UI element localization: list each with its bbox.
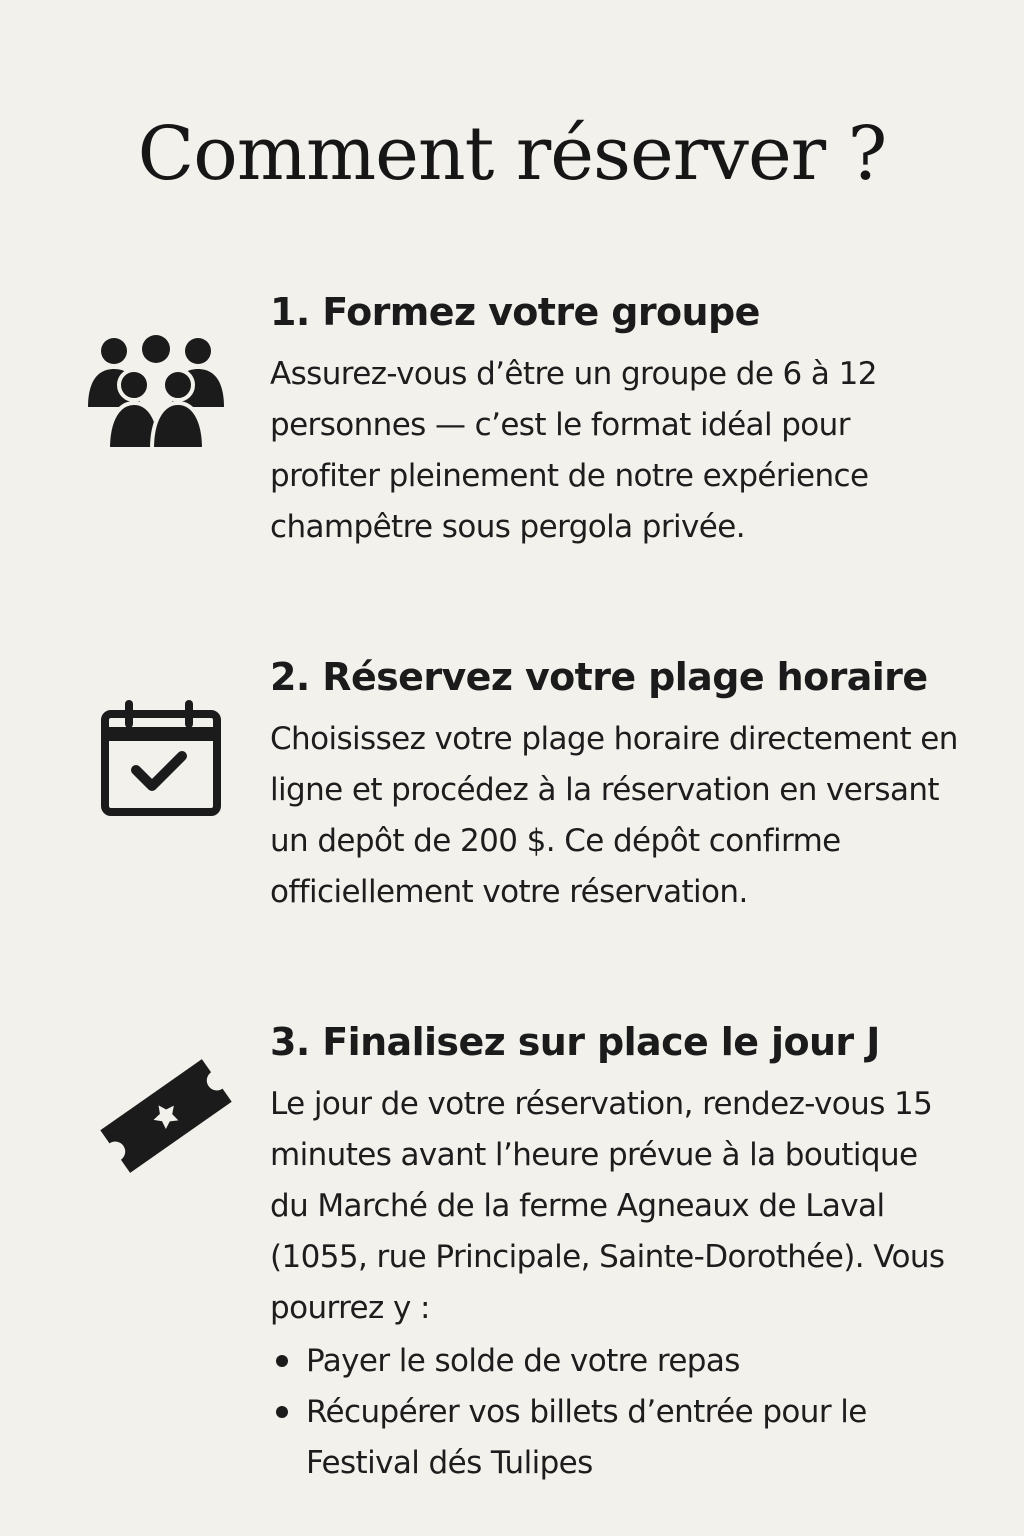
step-body: [270, 652, 970, 918]
step-body: [270, 1017, 970, 1489]
bullet-text: Payer le solde de votre repas: [306, 1343, 740, 1379]
step-body: [270, 287, 970, 553]
bullet-dot: [276, 1406, 288, 1418]
bullet-text: Récupérer vos billets d’entrée pour le Festival dés Tulipes: [306, 1394, 867, 1481]
group-people-icon: [84, 335, 228, 451]
bullet-item: [270, 1387, 946, 1489]
bullet-list: [270, 1336, 970, 1489]
calendar-check-icon: [100, 698, 222, 820]
bullet-dot: [276, 1355, 288, 1367]
step-title: 1. Formez votre groupe: [270, 290, 760, 334]
page-title: Comment réserver ?: [137, 111, 887, 197]
bullet-item: [270, 1336, 970, 1387]
step-description: Choisissez votre plage horaire directement en ligne et procédez à la réservation en versant un depôt de 200 $. Ce dépôt confirme officiellement votre réservation.: [270, 721, 958, 910]
step-title: 2. Réservez votre plage horaire: [270, 655, 928, 699]
ticket-star-icon: [96, 1053, 236, 1179]
step-description: Le jour de votre réservation, rendez-vous 15 minutes avant l’heure prévue à la boutique du Marché de la ferme Agneaux de Laval (1055, rue Principale, Sainte-Dorothée). Vous pourrez y :: [270, 1086, 945, 1326]
step-title: 3. Finalisez sur place le jour J: [270, 1020, 880, 1064]
step-description: Assurez-vous d’être un groupe de 6 à 12 personnes — c’est le format idéal pour profiter pleinement de notre expérience champêtre sous pergola privée.: [270, 356, 877, 545]
